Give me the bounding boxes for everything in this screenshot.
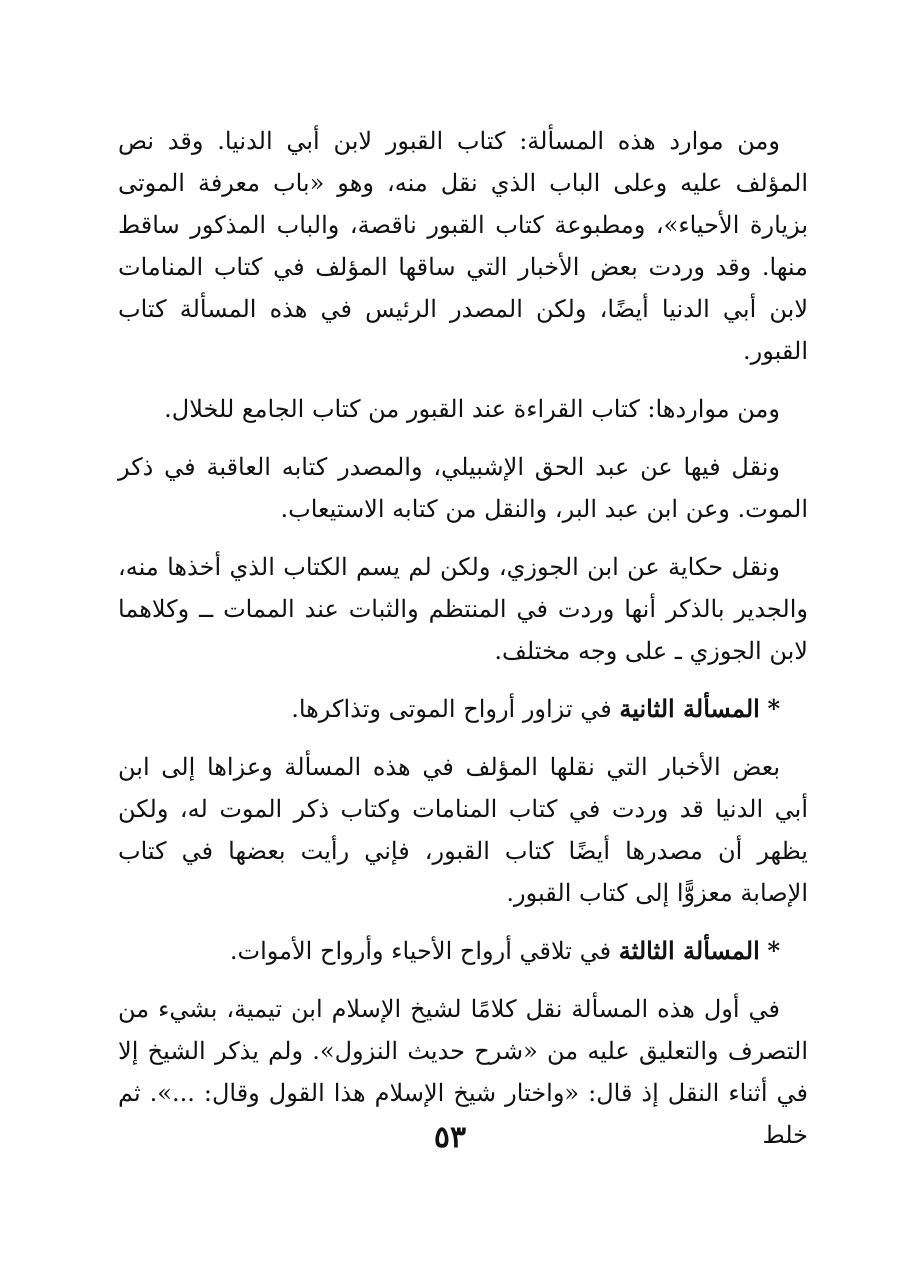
asterisk-marker: * xyxy=(767,936,780,965)
section-subtitle-2: في تزاور أرواح الموتى وتذاكرها. xyxy=(291,695,612,723)
paragraph-5: بعض الأخبار التي نقلها المؤلف في هذه المسألة وعزاها إلى ابن أبي الدنيا قد وردت في كتاب المنامات وكتاب ذكر الموت له، ولكن يظهر أن مصدرها أيضًا كتاب القبور، فإني رأيت بعضها في كتاب الإصابة معزوًّا إلى كتاب القبور. xyxy=(118,753,808,907)
asterisk-marker: * xyxy=(767,694,780,723)
paragraph-4: ونقل حكاية عن ابن الجوزي، ولكن لم يسم الكتاب الذي أخذها منه، والجدير بالذكر أنها وردت في المنتظم والثبات عند الممات ــ وكلاهما لابن الجوزي ـ على وجه مختلف. xyxy=(118,553,808,665)
paragraph-2: ومن مواردها: كتاب القراءة عند القبور من كتاب الجامع للخلال. xyxy=(164,395,780,423)
section-title-3: المسألة الثالثة xyxy=(618,936,760,965)
page-number: ٥٣ xyxy=(433,1120,467,1155)
section-subtitle-3: في تلاقي أرواح الأحياء وأرواح الأموات. xyxy=(229,937,612,965)
section-heading-3 xyxy=(118,930,808,972)
section-heading-2 xyxy=(118,688,808,730)
section-title-2: المسألة الثانية xyxy=(619,694,760,723)
main-text xyxy=(118,120,808,1172)
paragraph-3: ونقل فيها عن عبد الحق الإشبيلي، والمصدر كتابه العاقبة في ذكر الموت. وعن ابن عبد البر، والنقل من كتابه الاستيعاب. xyxy=(118,453,808,523)
paragraph-1: ومن موارد هذه المسألة: كتاب القبور لابن أبي الدنيا. وقد نص المؤلف عليه وعلى الباب الذي نقل منه، وهو «باب معرفة الموتى بزيارة الأحياء»، ومطبوعة كتاب القبور ناقصة، والباب المذكور ساقط منها. وقد وردت بعض الأخبار التي ساقها المؤلف في كتاب المنامات لابن أبي الدنيا أيضًا، ولكن المصدر الرئيس في هذه المسألة كتاب القبور. xyxy=(118,127,808,365)
paragraph-6: في أول هذه المسألة نقل كلامًا لشيخ الإسلام ابن تيمية، بشيء من التصرف والتعليق عليه من «شرح حديث النزول». ولم يذكر الشيخ إلا في أثناء النقل إذ قال: «واختار شيخ الإسلام هذا القول وقال: ...». ثم خلط xyxy=(118,995,808,1149)
